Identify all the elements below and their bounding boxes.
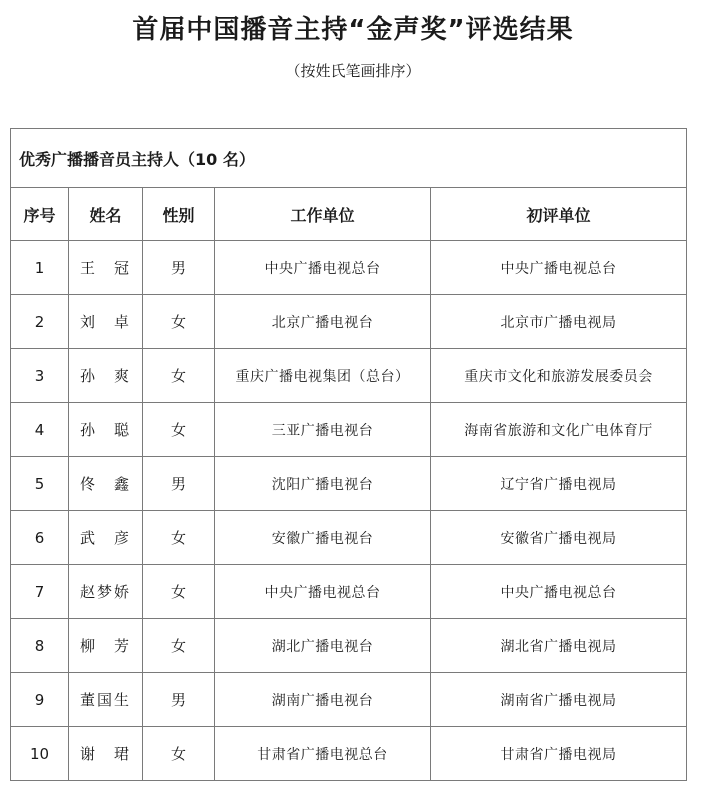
cell-gender: 男 bbox=[143, 457, 215, 511]
cell-number: 8 bbox=[11, 619, 69, 673]
column-header-name: 姓名 bbox=[69, 188, 143, 241]
cell-review-unit: 湖南省广播电视局 bbox=[431, 673, 687, 727]
cell-name: 赵梦娇 bbox=[69, 565, 143, 619]
cell-gender: 男 bbox=[143, 241, 215, 295]
cell-gender: 女 bbox=[143, 511, 215, 565]
page-title: 首届中国播音主持“金声奖”评选结果 bbox=[132, 15, 574, 45]
page-subtitle: （按姓氏笔画排序） bbox=[285, 62, 421, 80]
table-row bbox=[11, 403, 687, 457]
cell-name: 佟 鑫 bbox=[69, 457, 143, 511]
cell-gender: 女 bbox=[143, 295, 215, 349]
column-header-work-unit: 工作单位 bbox=[215, 188, 431, 241]
column-header-no: 序号 bbox=[11, 188, 69, 241]
cell-review-unit: 北京市广播电视局 bbox=[431, 295, 687, 349]
column-header-review-unit: 初评单位 bbox=[431, 188, 687, 241]
cell-gender: 男 bbox=[143, 673, 215, 727]
cell-gender: 女 bbox=[143, 619, 215, 673]
cell-work-unit: 中央广播电视总台 bbox=[215, 241, 431, 295]
cell-number: 6 bbox=[11, 511, 69, 565]
cell-work-unit: 北京广播电视台 bbox=[215, 295, 431, 349]
cell-work-unit: 湖北广播电视台 bbox=[215, 619, 431, 673]
cell-name: 柳 芳 bbox=[69, 619, 143, 673]
cell-work-unit: 湖南广播电视台 bbox=[215, 673, 431, 727]
cell-name: 武 彦 bbox=[69, 511, 143, 565]
section-title: 优秀广播播音员主持人（10 名） bbox=[11, 129, 687, 188]
cell-name: 孙 爽 bbox=[69, 349, 143, 403]
table-row bbox=[11, 349, 687, 403]
cell-gender: 女 bbox=[143, 565, 215, 619]
cell-review-unit: 安徽省广播电视局 bbox=[431, 511, 687, 565]
cell-number: 4 bbox=[11, 403, 69, 457]
section-row bbox=[11, 129, 687, 188]
table-row bbox=[11, 295, 687, 349]
cell-work-unit: 三亚广播电视台 bbox=[215, 403, 431, 457]
cell-review-unit: 海南省旅游和文化广电体育厅 bbox=[431, 403, 687, 457]
table-row bbox=[11, 457, 687, 511]
cell-number: 5 bbox=[11, 457, 69, 511]
table-row bbox=[11, 241, 687, 295]
cell-name: 董国生 bbox=[69, 673, 143, 727]
cell-number: 3 bbox=[11, 349, 69, 403]
cell-name: 孙 聪 bbox=[69, 403, 143, 457]
cell-work-unit: 重庆广播电视集团（总台） bbox=[215, 349, 431, 403]
table-row bbox=[11, 727, 687, 781]
cell-review-unit: 中央广播电视总台 bbox=[431, 241, 687, 295]
cell-work-unit: 中央广播电视总台 bbox=[215, 565, 431, 619]
table-row bbox=[11, 619, 687, 673]
cell-gender: 女 bbox=[143, 727, 215, 781]
cell-gender: 女 bbox=[143, 349, 215, 403]
cell-number: 1 bbox=[11, 241, 69, 295]
cell-review-unit: 辽宁省广播电视局 bbox=[431, 457, 687, 511]
results-table bbox=[10, 128, 687, 781]
cell-work-unit: 安徽广播电视台 bbox=[215, 511, 431, 565]
cell-review-unit: 甘肃省广播电视局 bbox=[431, 727, 687, 781]
table-header-row bbox=[11, 188, 687, 241]
cell-number: 7 bbox=[11, 565, 69, 619]
cell-work-unit: 沈阳广播电视台 bbox=[215, 457, 431, 511]
cell-name: 刘 卓 bbox=[69, 295, 143, 349]
cell-gender: 女 bbox=[143, 403, 215, 457]
table-row bbox=[11, 565, 687, 619]
cell-name: 谢 珺 bbox=[69, 727, 143, 781]
cell-review-unit: 中央广播电视总台 bbox=[431, 565, 687, 619]
column-header-gender: 性别 bbox=[143, 188, 215, 241]
cell-work-unit: 甘肃省广播电视总台 bbox=[215, 727, 431, 781]
cell-number: 10 bbox=[11, 727, 69, 781]
cell-number: 9 bbox=[11, 673, 69, 727]
table-row bbox=[11, 511, 687, 565]
cell-name: 王 冠 bbox=[69, 241, 143, 295]
table-row bbox=[11, 673, 687, 727]
cell-review-unit: 重庆市文化和旅游发展委员会 bbox=[431, 349, 687, 403]
cell-number: 2 bbox=[11, 295, 69, 349]
cell-review-unit: 湖北省广播电视局 bbox=[431, 619, 687, 673]
